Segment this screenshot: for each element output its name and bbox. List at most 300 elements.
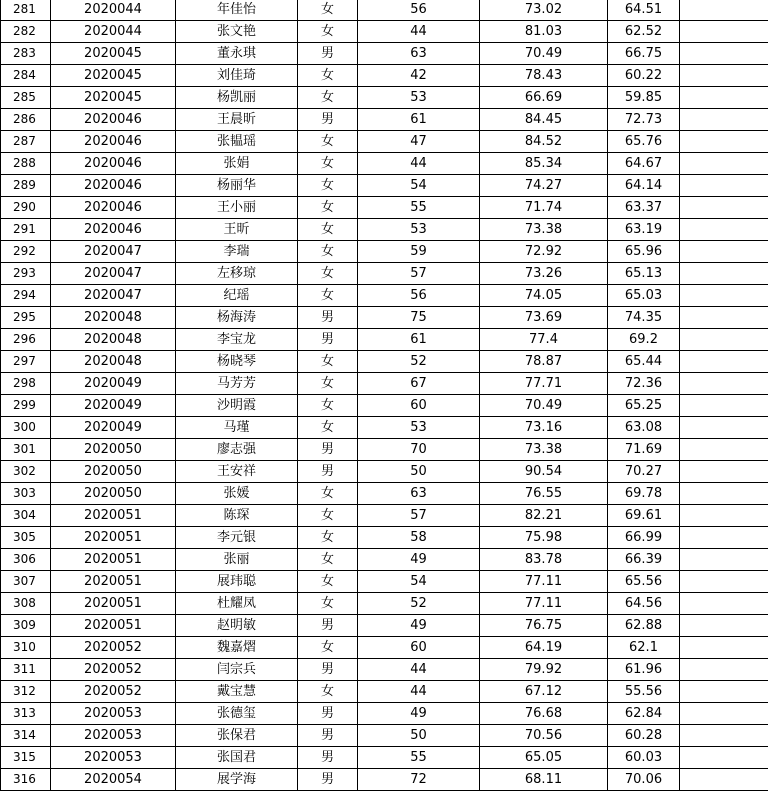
exam-number-cell: 2020052 xyxy=(51,659,176,681)
exam-number-cell: 2020047 xyxy=(51,241,176,263)
exam-number-cell: 2020052 xyxy=(51,637,176,659)
candidate-name-cell: 魏嘉熠 xyxy=(176,637,298,659)
table-row xyxy=(1,197,768,219)
candidate-name-cell: 杨晓琴 xyxy=(176,351,298,373)
empty-cell xyxy=(680,461,768,483)
empty-cell xyxy=(680,43,768,65)
score-table-body xyxy=(1,0,768,791)
empty-cell xyxy=(680,571,768,593)
total-score-cell: 72.36 xyxy=(608,373,680,395)
row-index-cell: 286 xyxy=(1,109,51,131)
gender-cell: 女 xyxy=(298,549,358,571)
candidate-name-cell: 闫宗兵 xyxy=(176,659,298,681)
score-1-cell: 63 xyxy=(358,43,480,65)
score-2-cell: 76.68 xyxy=(480,703,608,725)
table-row xyxy=(1,351,768,373)
gender-cell: 女 xyxy=(298,505,358,527)
row-index-cell: 289 xyxy=(1,175,51,197)
table-row xyxy=(1,769,768,791)
candidate-name-cell: 陈琛 xyxy=(176,505,298,527)
candidate-name-cell: 张德玺 xyxy=(176,703,298,725)
score-2-cell: 70.56 xyxy=(480,725,608,747)
candidate-name-cell: 张文艳 xyxy=(176,21,298,43)
row-index-cell: 312 xyxy=(1,681,51,703)
gender-cell: 女 xyxy=(298,131,358,153)
total-score-cell: 55.56 xyxy=(608,681,680,703)
score-1-cell: 56 xyxy=(358,0,480,21)
row-index-cell: 314 xyxy=(1,725,51,747)
exam-number-cell: 2020046 xyxy=(51,175,176,197)
candidate-name-cell: 展玮聪 xyxy=(176,571,298,593)
row-index-cell: 282 xyxy=(1,21,51,43)
score-1-cell: 53 xyxy=(358,219,480,241)
score-2-cell: 76.55 xyxy=(480,483,608,505)
score-1-cell: 42 xyxy=(358,65,480,87)
exam-number-cell: 2020051 xyxy=(51,549,176,571)
empty-cell xyxy=(680,351,768,373)
table-row xyxy=(1,747,768,769)
empty-cell xyxy=(680,87,768,109)
total-score-cell: 65.13 xyxy=(608,263,680,285)
empty-cell xyxy=(680,505,768,527)
score-1-cell: 55 xyxy=(358,747,480,769)
score-2-cell: 66.69 xyxy=(480,87,608,109)
empty-cell xyxy=(680,769,768,791)
table-row xyxy=(1,87,768,109)
score-2-cell: 65.05 xyxy=(480,747,608,769)
row-index-cell: 316 xyxy=(1,769,51,791)
row-index-cell: 299 xyxy=(1,395,51,417)
score-2-cell: 84.52 xyxy=(480,131,608,153)
score-2-cell: 71.74 xyxy=(480,197,608,219)
total-score-cell: 72.73 xyxy=(608,109,680,131)
exam-number-cell: 2020045 xyxy=(51,43,176,65)
candidate-name-cell: 杨海涛 xyxy=(176,307,298,329)
score-1-cell: 50 xyxy=(358,461,480,483)
gender-cell: 男 xyxy=(298,615,358,637)
gender-cell: 女 xyxy=(298,21,358,43)
score-1-cell: 54 xyxy=(358,175,480,197)
table-row xyxy=(1,571,768,593)
score-1-cell: 44 xyxy=(358,153,480,175)
table-row xyxy=(1,219,768,241)
score-2-cell: 77.71 xyxy=(480,373,608,395)
exam-number-cell: 2020053 xyxy=(51,725,176,747)
total-score-cell: 62.1 xyxy=(608,637,680,659)
candidate-name-cell: 张国君 xyxy=(176,747,298,769)
row-index-cell: 310 xyxy=(1,637,51,659)
row-index-cell: 288 xyxy=(1,153,51,175)
exam-number-cell: 2020049 xyxy=(51,417,176,439)
row-index-cell: 294 xyxy=(1,285,51,307)
gender-cell: 女 xyxy=(298,65,358,87)
exam-number-cell: 2020046 xyxy=(51,197,176,219)
total-score-cell: 63.37 xyxy=(608,197,680,219)
candidate-name-cell: 沙明霞 xyxy=(176,395,298,417)
gender-cell: 女 xyxy=(298,417,358,439)
row-index-cell: 301 xyxy=(1,439,51,461)
table-row xyxy=(1,593,768,615)
total-score-cell: 66.39 xyxy=(608,549,680,571)
table-row xyxy=(1,285,768,307)
total-score-cell: 65.76 xyxy=(608,131,680,153)
score-1-cell: 44 xyxy=(358,21,480,43)
exam-number-cell: 2020050 xyxy=(51,483,176,505)
total-score-cell: 65.56 xyxy=(608,571,680,593)
empty-cell xyxy=(680,109,768,131)
exam-number-cell: 2020044 xyxy=(51,21,176,43)
empty-cell xyxy=(680,329,768,351)
score-1-cell: 49 xyxy=(358,615,480,637)
row-index-cell: 284 xyxy=(1,65,51,87)
score-2-cell: 72.92 xyxy=(480,241,608,263)
candidate-name-cell: 李宝龙 xyxy=(176,329,298,351)
score-1-cell: 59 xyxy=(358,241,480,263)
empty-cell xyxy=(680,153,768,175)
row-index-cell: 293 xyxy=(1,263,51,285)
score-1-cell: 52 xyxy=(358,593,480,615)
total-score-cell: 74.35 xyxy=(608,307,680,329)
total-score-cell: 64.14 xyxy=(608,175,680,197)
table-row xyxy=(1,725,768,747)
exam-number-cell: 2020053 xyxy=(51,747,176,769)
score-1-cell: 70 xyxy=(358,439,480,461)
score-2-cell: 74.27 xyxy=(480,175,608,197)
row-index-cell: 303 xyxy=(1,483,51,505)
gender-cell: 女 xyxy=(298,153,358,175)
candidate-name-cell: 廖志强 xyxy=(176,439,298,461)
total-score-cell: 65.44 xyxy=(608,351,680,373)
exam-number-cell: 2020046 xyxy=(51,109,176,131)
exam-number-cell: 2020049 xyxy=(51,373,176,395)
table-row xyxy=(1,505,768,527)
candidate-name-cell: 王小丽 xyxy=(176,197,298,219)
table-row xyxy=(1,637,768,659)
exam-number-cell: 2020047 xyxy=(51,263,176,285)
score-2-cell: 73.16 xyxy=(480,417,608,439)
row-index-cell: 291 xyxy=(1,219,51,241)
exam-number-cell: 2020053 xyxy=(51,703,176,725)
gender-cell: 女 xyxy=(298,483,358,505)
empty-cell xyxy=(680,241,768,263)
score-2-cell: 70.49 xyxy=(480,43,608,65)
score-2-cell: 83.78 xyxy=(480,549,608,571)
row-index-cell: 306 xyxy=(1,549,51,571)
row-index-cell: 302 xyxy=(1,461,51,483)
score-2-cell: 81.03 xyxy=(480,21,608,43)
candidate-name-cell: 杨丽华 xyxy=(176,175,298,197)
total-score-cell: 70.27 xyxy=(608,461,680,483)
exam-number-cell: 2020048 xyxy=(51,307,176,329)
table-row xyxy=(1,307,768,329)
candidate-name-cell: 张媛 xyxy=(176,483,298,505)
exam-number-cell: 2020049 xyxy=(51,395,176,417)
score-1-cell: 52 xyxy=(358,351,480,373)
candidate-name-cell: 展学海 xyxy=(176,769,298,791)
empty-cell xyxy=(680,681,768,703)
score-2-cell: 79.92 xyxy=(480,659,608,681)
score-2-cell: 77.11 xyxy=(480,571,608,593)
score-2-cell: 78.43 xyxy=(480,65,608,87)
total-score-cell: 69.61 xyxy=(608,505,680,527)
gender-cell: 女 xyxy=(298,197,358,219)
empty-cell xyxy=(680,725,768,747)
candidate-name-cell: 年佳怡 xyxy=(176,0,298,21)
table-row xyxy=(1,549,768,571)
score-2-cell: 73.38 xyxy=(480,439,608,461)
row-index-cell: 281 xyxy=(1,0,51,21)
score-2-cell: 64.19 xyxy=(480,637,608,659)
score-2-cell: 78.87 xyxy=(480,351,608,373)
exam-number-cell: 2020045 xyxy=(51,87,176,109)
exam-number-cell: 2020054 xyxy=(51,769,176,791)
total-score-cell: 70.06 xyxy=(608,769,680,791)
score-2-cell: 77.11 xyxy=(480,593,608,615)
empty-cell xyxy=(680,439,768,461)
table-row xyxy=(1,527,768,549)
row-index-cell: 298 xyxy=(1,373,51,395)
exam-number-cell: 2020051 xyxy=(51,527,176,549)
table-row xyxy=(1,615,768,637)
candidate-name-cell: 戴宝慧 xyxy=(176,681,298,703)
score-1-cell: 72 xyxy=(358,769,480,791)
score-1-cell: 57 xyxy=(358,263,480,285)
exam-number-cell: 2020051 xyxy=(51,615,176,637)
empty-cell xyxy=(680,659,768,681)
gender-cell: 男 xyxy=(298,725,358,747)
table-row xyxy=(1,461,768,483)
score-1-cell: 54 xyxy=(358,571,480,593)
empty-cell xyxy=(680,219,768,241)
exam-number-cell: 2020051 xyxy=(51,593,176,615)
score-1-cell: 63 xyxy=(358,483,480,505)
gender-cell: 男 xyxy=(298,43,358,65)
score-1-cell: 67 xyxy=(358,373,480,395)
table-row xyxy=(1,395,768,417)
empty-cell xyxy=(680,65,768,87)
total-score-cell: 62.88 xyxy=(608,615,680,637)
candidate-name-cell: 王晨昕 xyxy=(176,109,298,131)
table-row xyxy=(1,21,768,43)
score-2-cell: 90.54 xyxy=(480,461,608,483)
candidate-name-cell: 张丽 xyxy=(176,549,298,571)
score-1-cell: 58 xyxy=(358,527,480,549)
gender-cell: 男 xyxy=(298,747,358,769)
total-score-cell: 62.84 xyxy=(608,703,680,725)
exam-number-cell: 2020050 xyxy=(51,461,176,483)
total-score-cell: 60.03 xyxy=(608,747,680,769)
exam-number-cell: 2020045 xyxy=(51,65,176,87)
score-2-cell: 74.05 xyxy=(480,285,608,307)
exam-number-cell: 2020048 xyxy=(51,351,176,373)
row-index-cell: 300 xyxy=(1,417,51,439)
score-1-cell: 53 xyxy=(358,87,480,109)
score-2-cell: 68.11 xyxy=(480,769,608,791)
candidate-name-cell: 李元银 xyxy=(176,527,298,549)
gender-cell: 男 xyxy=(298,109,358,131)
exam-number-cell: 2020051 xyxy=(51,505,176,527)
score-2-cell: 75.98 xyxy=(480,527,608,549)
gender-cell: 男 xyxy=(298,461,358,483)
row-index-cell: 295 xyxy=(1,307,51,329)
exam-number-cell: 2020046 xyxy=(51,219,176,241)
exam-number-cell: 2020044 xyxy=(51,0,176,21)
total-score-cell: 60.22 xyxy=(608,65,680,87)
total-score-cell: 66.99 xyxy=(608,527,680,549)
table-row xyxy=(1,329,768,351)
candidate-name-cell: 张保君 xyxy=(176,725,298,747)
score-1-cell: 44 xyxy=(358,681,480,703)
score-2-cell: 76.75 xyxy=(480,615,608,637)
row-index-cell: 283 xyxy=(1,43,51,65)
score-1-cell: 75 xyxy=(358,307,480,329)
total-score-cell: 64.56 xyxy=(608,593,680,615)
score-1-cell: 44 xyxy=(358,659,480,681)
score-1-cell: 60 xyxy=(358,637,480,659)
score-2-cell: 85.34 xyxy=(480,153,608,175)
candidate-name-cell: 刘佳琦 xyxy=(176,65,298,87)
gender-cell: 男 xyxy=(298,703,358,725)
exam-number-cell: 2020051 xyxy=(51,571,176,593)
row-index-cell: 305 xyxy=(1,527,51,549)
gender-cell: 女 xyxy=(298,637,358,659)
score-1-cell: 49 xyxy=(358,549,480,571)
gender-cell: 男 xyxy=(298,769,358,791)
empty-cell xyxy=(680,21,768,43)
candidate-name-cell: 李瑞 xyxy=(176,241,298,263)
candidate-name-cell: 王安祥 xyxy=(176,461,298,483)
score-1-cell: 53 xyxy=(358,417,480,439)
row-index-cell: 296 xyxy=(1,329,51,351)
gender-cell: 女 xyxy=(298,571,358,593)
gender-cell: 女 xyxy=(298,373,358,395)
empty-cell xyxy=(680,637,768,659)
gender-cell: 男 xyxy=(298,329,358,351)
gender-cell: 男 xyxy=(298,307,358,329)
row-index-cell: 292 xyxy=(1,241,51,263)
row-index-cell: 285 xyxy=(1,87,51,109)
candidate-name-cell: 董永琪 xyxy=(176,43,298,65)
score-1-cell: 60 xyxy=(358,395,480,417)
empty-cell xyxy=(680,417,768,439)
candidate-name-cell: 纪瑶 xyxy=(176,285,298,307)
gender-cell: 女 xyxy=(298,527,358,549)
empty-cell xyxy=(680,175,768,197)
row-index-cell: 297 xyxy=(1,351,51,373)
row-index-cell: 309 xyxy=(1,615,51,637)
table-row xyxy=(1,131,768,153)
row-index-cell: 290 xyxy=(1,197,51,219)
exam-number-cell: 2020046 xyxy=(51,131,176,153)
gender-cell: 女 xyxy=(298,263,358,285)
table-row xyxy=(1,659,768,681)
empty-cell xyxy=(680,285,768,307)
candidate-name-cell: 赵明敏 xyxy=(176,615,298,637)
exam-number-cell: 2020048 xyxy=(51,329,176,351)
candidate-name-cell: 王昕 xyxy=(176,219,298,241)
candidate-name-cell: 马瑾 xyxy=(176,417,298,439)
gender-cell: 女 xyxy=(298,219,358,241)
row-index-cell: 313 xyxy=(1,703,51,725)
empty-cell xyxy=(680,703,768,725)
total-score-cell: 65.03 xyxy=(608,285,680,307)
table-row xyxy=(1,241,768,263)
score-1-cell: 50 xyxy=(358,725,480,747)
score-2-cell: 82.21 xyxy=(480,505,608,527)
score-2-cell: 73.38 xyxy=(480,219,608,241)
exam-number-cell: 2020046 xyxy=(51,153,176,175)
gender-cell: 男 xyxy=(298,439,358,461)
empty-cell xyxy=(680,0,768,21)
empty-cell xyxy=(680,549,768,571)
candidate-name-cell: 杨凯丽 xyxy=(176,87,298,109)
table-row xyxy=(1,0,768,21)
empty-cell xyxy=(680,131,768,153)
total-score-cell: 69.2 xyxy=(608,329,680,351)
score-2-cell: 73.69 xyxy=(480,307,608,329)
gender-cell: 女 xyxy=(298,175,358,197)
total-score-cell: 64.67 xyxy=(608,153,680,175)
score-1-cell: 49 xyxy=(358,703,480,725)
table-row xyxy=(1,483,768,505)
table-row xyxy=(1,681,768,703)
table-row xyxy=(1,65,768,87)
total-score-cell: 69.78 xyxy=(608,483,680,505)
gender-cell: 女 xyxy=(298,593,358,615)
empty-cell xyxy=(680,373,768,395)
table-row xyxy=(1,43,768,65)
score-1-cell: 56 xyxy=(358,285,480,307)
empty-cell xyxy=(680,307,768,329)
exam-number-cell: 2020052 xyxy=(51,681,176,703)
total-score-cell: 64.51 xyxy=(608,0,680,21)
score-2-cell: 67.12 xyxy=(480,681,608,703)
empty-cell xyxy=(680,615,768,637)
table-row xyxy=(1,417,768,439)
row-index-cell: 304 xyxy=(1,505,51,527)
table-row xyxy=(1,263,768,285)
candidate-name-cell: 左移琼 xyxy=(176,263,298,285)
total-score-cell: 65.25 xyxy=(608,395,680,417)
empty-cell xyxy=(680,747,768,769)
table-row xyxy=(1,703,768,725)
table-row xyxy=(1,109,768,131)
score-2-cell: 84.45 xyxy=(480,109,608,131)
row-index-cell: 315 xyxy=(1,747,51,769)
row-index-cell: 287 xyxy=(1,131,51,153)
exam-number-cell: 2020050 xyxy=(51,439,176,461)
empty-cell xyxy=(680,197,768,219)
total-score-cell: 61.96 xyxy=(608,659,680,681)
total-score-cell: 60.28 xyxy=(608,725,680,747)
score-1-cell: 55 xyxy=(358,197,480,219)
empty-cell xyxy=(680,527,768,549)
score-1-cell: 61 xyxy=(358,109,480,131)
score-1-cell: 57 xyxy=(358,505,480,527)
table-row xyxy=(1,153,768,175)
table-row xyxy=(1,373,768,395)
gender-cell: 女 xyxy=(298,681,358,703)
row-index-cell: 308 xyxy=(1,593,51,615)
score-2-cell: 70.49 xyxy=(480,395,608,417)
row-index-cell: 307 xyxy=(1,571,51,593)
table-row xyxy=(1,439,768,461)
candidate-name-cell: 杜耀凤 xyxy=(176,593,298,615)
total-score-cell: 59.85 xyxy=(608,87,680,109)
gender-cell: 男 xyxy=(298,659,358,681)
exam-number-cell: 2020047 xyxy=(51,285,176,307)
empty-cell xyxy=(680,395,768,417)
